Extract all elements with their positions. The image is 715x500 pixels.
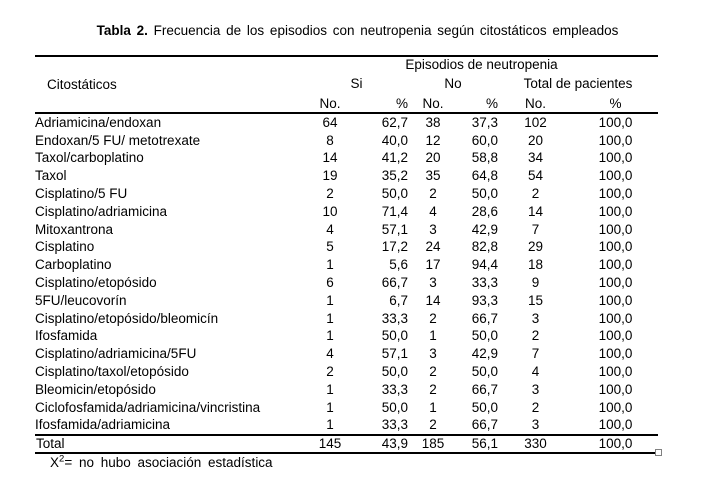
si-percent-cell: 57,1 xyxy=(381,346,408,362)
total-percent-cell: 100,0 xyxy=(598,292,633,308)
drug-name-cell: Taxol/carboplatino xyxy=(35,150,144,166)
anchor-square-artifact xyxy=(655,449,662,456)
total-count-cell: 7 xyxy=(531,221,540,237)
total-count-cell: 3 xyxy=(531,381,540,397)
total-no-count: 185 xyxy=(408,435,458,453)
table-caption xyxy=(0,23,715,38)
footnote-superscript: 2 xyxy=(59,453,65,465)
no-percent-cell: 60,0 xyxy=(471,132,498,148)
si-count-cell: 10 xyxy=(322,203,338,219)
no-count-cell: 20 xyxy=(425,150,441,166)
drug-name-cell: Cisplatino/5 FU xyxy=(35,186,128,202)
si-percent-cell: 50,0 xyxy=(381,186,408,202)
total-percent-cell: 100,0 xyxy=(598,328,633,344)
drug-name-cell: Ifosfamida/adriamicina xyxy=(35,417,171,433)
drug-name-cell: Cisplatino/taxol/etopósido xyxy=(35,364,189,380)
si-count-cell: 1 xyxy=(326,328,334,344)
neutropenia-frequency-table xyxy=(35,55,658,454)
si-count-cell: 2 xyxy=(326,364,334,380)
drug-name-cell: Cisplatino/etopósido/bleomicín xyxy=(35,310,219,326)
si-count-cell: 6 xyxy=(326,275,334,291)
table-row xyxy=(35,417,658,436)
table-row xyxy=(35,167,658,185)
footnote-text: = no hubo asociación estadística xyxy=(64,455,273,470)
no-percent-cell: 50,0 xyxy=(471,186,498,202)
table-footnote xyxy=(50,455,273,470)
drug-name-cell: Ifosfamida xyxy=(35,328,98,344)
total-no-percent: 56,1 xyxy=(458,435,498,453)
si-percent-cell: 50,0 xyxy=(381,364,408,380)
total-all-count: 330 xyxy=(498,435,573,453)
total-count-cell: 14 xyxy=(527,203,544,219)
total-count-cell: 20 xyxy=(527,132,544,148)
footnote-x: X xyxy=(50,455,60,470)
table-row xyxy=(35,185,658,203)
no-count-cell: 2 xyxy=(429,417,437,433)
si-count-cell: 1 xyxy=(326,257,334,273)
si-percent-cell: 62,7 xyxy=(381,114,408,130)
drug-name-cell: Cisplatino/etopósido xyxy=(35,275,157,291)
si-percent-cell: 35,2 xyxy=(381,168,408,184)
total-count-cell: 3 xyxy=(531,310,540,326)
table-row xyxy=(35,203,658,221)
group-header-si: Si xyxy=(350,76,363,91)
no-percent-cell: 94,4 xyxy=(471,257,498,273)
si-count-cell: 8 xyxy=(326,132,334,148)
si-percent-cell: 17,2 xyxy=(381,239,408,255)
no-percent-cell: 66,7 xyxy=(471,381,498,397)
total-percent-cell: 100,0 xyxy=(598,186,633,202)
table-row xyxy=(35,292,658,310)
drug-name-cell: Carboplatino xyxy=(35,257,112,273)
no-count-cell: 2 xyxy=(429,381,437,397)
total-percent-cell: 100,0 xyxy=(598,221,633,237)
drug-name-cell: Adriamicina/endoxan xyxy=(35,114,162,130)
total-count-cell: 15 xyxy=(527,292,544,308)
table-row xyxy=(35,310,658,328)
table-row xyxy=(35,132,658,150)
drug-name-cell: Taxol xyxy=(35,168,67,184)
column-group-header-episodios: Episodios de neutropenia xyxy=(405,57,558,72)
table-row xyxy=(35,328,658,346)
group-header-no: No xyxy=(444,76,462,91)
total-count-cell: 4 xyxy=(531,364,540,380)
no-percent-cell: 42,9 xyxy=(471,346,498,362)
no-count-cell: 3 xyxy=(429,346,437,362)
subheader-no-no: No. xyxy=(408,95,458,113)
header-row-group xyxy=(35,56,658,73)
total-count-cell: 2 xyxy=(531,186,540,202)
no-count-cell: 38 xyxy=(425,114,441,130)
total-percent-cell: 100,0 xyxy=(598,275,633,291)
total-percent-cell: 100,0 xyxy=(598,239,633,255)
si-percent-cell: 33,3 xyxy=(381,381,408,397)
total-percent-cell: 100,0 xyxy=(598,399,633,415)
no-count-cell: 1 xyxy=(429,399,437,415)
si-percent-cell: 41,2 xyxy=(381,150,408,166)
no-count-cell: 1 xyxy=(429,328,437,344)
table-row xyxy=(35,256,658,274)
table-body xyxy=(35,113,658,435)
no-count-cell: 4 xyxy=(429,203,437,219)
table-caption-text: Frecuencia de los episodios con neutropenia según citostáticos empleados xyxy=(153,23,619,38)
si-percent-cell: 50,0 xyxy=(381,399,408,415)
si-percent-cell: 33,3 xyxy=(381,310,408,326)
drug-name-cell: Endoxan/5 FU/ metotrexate xyxy=(35,132,201,148)
total-count-cell: 54 xyxy=(527,168,544,184)
total-percent-cell: 100,0 xyxy=(598,114,633,130)
si-count-cell: 19 xyxy=(322,168,338,184)
si-count-cell: 1 xyxy=(326,417,334,433)
no-percent-cell: 37,3 xyxy=(471,114,498,130)
si-count-cell: 1 xyxy=(326,381,334,397)
total-count-cell: 29 xyxy=(527,239,544,255)
no-count-cell: 24 xyxy=(425,239,441,255)
si-percent-cell: 6,7 xyxy=(389,292,408,308)
no-percent-cell: 64,8 xyxy=(471,168,498,184)
drug-name-cell: 5FU/leucovorín xyxy=(35,292,127,308)
total-all-percent: 100,0 xyxy=(573,435,658,453)
table-row xyxy=(35,381,658,399)
drug-name-cell: Ciclofosfamida/adriamicina/vincristina xyxy=(35,399,261,415)
column-header-citostaticos: Citostáticos xyxy=(35,56,305,113)
group-header-total-pacientes: Total de pacientes xyxy=(523,76,633,91)
total-percent-cell: 100,0 xyxy=(598,310,633,326)
subheader-si-pct: % xyxy=(355,95,408,113)
drug-name-cell: Cisplatino/adriamicina xyxy=(35,203,168,219)
total-label-cell: Total xyxy=(35,435,305,453)
no-count-cell: 2 xyxy=(429,310,437,326)
no-percent-cell: 33,3 xyxy=(471,275,498,291)
total-percent-cell: 100,0 xyxy=(598,132,633,148)
si-count-cell: 5 xyxy=(326,239,334,255)
total-count-cell: 18 xyxy=(527,257,544,273)
no-percent-cell: 28,6 xyxy=(471,203,498,219)
si-percent-cell: 33,3 xyxy=(381,417,408,433)
subheader-total-pct: % xyxy=(573,95,658,113)
drug-name-cell: Bleomicin/etopósido xyxy=(35,381,156,397)
drug-name-cell: Mitoxantrona xyxy=(35,221,114,237)
total-percent-cell: 100,0 xyxy=(598,150,633,166)
total-count-cell: 7 xyxy=(531,346,540,362)
total-count-cell: 102 xyxy=(524,114,547,130)
no-count-cell: 12 xyxy=(425,132,441,148)
si-percent-cell: 71,4 xyxy=(381,203,408,219)
total-count-cell: 2 xyxy=(531,328,540,344)
total-count-cell: 2 xyxy=(531,399,540,415)
table-row xyxy=(35,399,658,417)
no-percent-cell: 82,8 xyxy=(471,239,498,255)
table-row xyxy=(35,345,658,363)
total-count-cell: 3 xyxy=(531,417,540,433)
si-count-cell: 1 xyxy=(326,292,334,308)
total-percent-cell: 100,0 xyxy=(598,257,633,273)
total-count-cell: 9 xyxy=(531,275,540,291)
si-percent-cell: 5,6 xyxy=(389,257,408,273)
si-percent-cell: 40,0 xyxy=(381,132,408,148)
drug-name-cell: Cisplatino/adriamicina/5FU xyxy=(35,346,197,362)
total-percent-cell: 100,0 xyxy=(598,168,633,184)
total-percent-cell: 100,0 xyxy=(598,346,633,362)
si-percent-cell: 57,1 xyxy=(381,221,408,237)
no-percent-cell: 66,7 xyxy=(471,310,498,326)
table-row xyxy=(35,239,658,257)
si-count-cell: 4 xyxy=(326,346,334,362)
total-percent-cell: 100,0 xyxy=(598,203,633,219)
no-count-cell: 35 xyxy=(425,168,441,184)
table-row xyxy=(35,113,658,132)
total-si-percent: 43,9 xyxy=(355,435,408,453)
no-count-cell: 2 xyxy=(429,364,437,380)
total-percent-cell: 100,0 xyxy=(598,364,633,380)
table-row xyxy=(35,150,658,168)
no-count-cell: 17 xyxy=(425,257,441,273)
no-percent-cell: 50,0 xyxy=(471,364,498,380)
si-count-cell: 14 xyxy=(322,150,338,166)
no-count-cell: 14 xyxy=(425,292,441,308)
no-count-cell: 3 xyxy=(429,221,437,237)
subheader-si-no: No. xyxy=(305,95,355,113)
total-count-cell: 34 xyxy=(527,150,544,166)
total-row xyxy=(35,435,658,453)
no-percent-cell: 66,7 xyxy=(471,417,498,433)
drug-name-cell: Cisplatino xyxy=(35,239,95,255)
si-percent-cell: 50,0 xyxy=(381,328,408,344)
no-count-cell: 2 xyxy=(429,186,437,202)
total-percent-cell: 100,0 xyxy=(598,381,633,397)
si-count-cell: 2 xyxy=(326,186,334,202)
no-percent-cell: 58,8 xyxy=(471,150,498,166)
table-caption-label: Tabla 2. xyxy=(96,23,148,38)
no-percent-cell: 50,0 xyxy=(471,399,498,415)
si-count-cell: 64 xyxy=(322,114,338,130)
table-footer xyxy=(35,435,658,453)
no-percent-cell: 93,3 xyxy=(471,292,498,308)
subheader-total-no: No. xyxy=(498,95,573,113)
table-row xyxy=(35,363,658,381)
no-count-cell: 3 xyxy=(429,275,437,291)
si-count-cell: 1 xyxy=(326,399,334,415)
table-row xyxy=(35,221,658,239)
no-percent-cell: 50,0 xyxy=(471,328,498,344)
total-si-count: 145 xyxy=(305,435,355,453)
si-percent-cell: 66,7 xyxy=(381,275,408,291)
no-percent-cell: 42,9 xyxy=(471,221,498,237)
si-count-cell: 1 xyxy=(326,310,334,326)
total-percent-cell: 100,0 xyxy=(598,417,633,433)
subheader-no-pct: % xyxy=(458,95,498,113)
si-count-cell: 4 xyxy=(326,221,334,237)
table-row xyxy=(35,274,658,292)
table-header xyxy=(35,56,658,113)
